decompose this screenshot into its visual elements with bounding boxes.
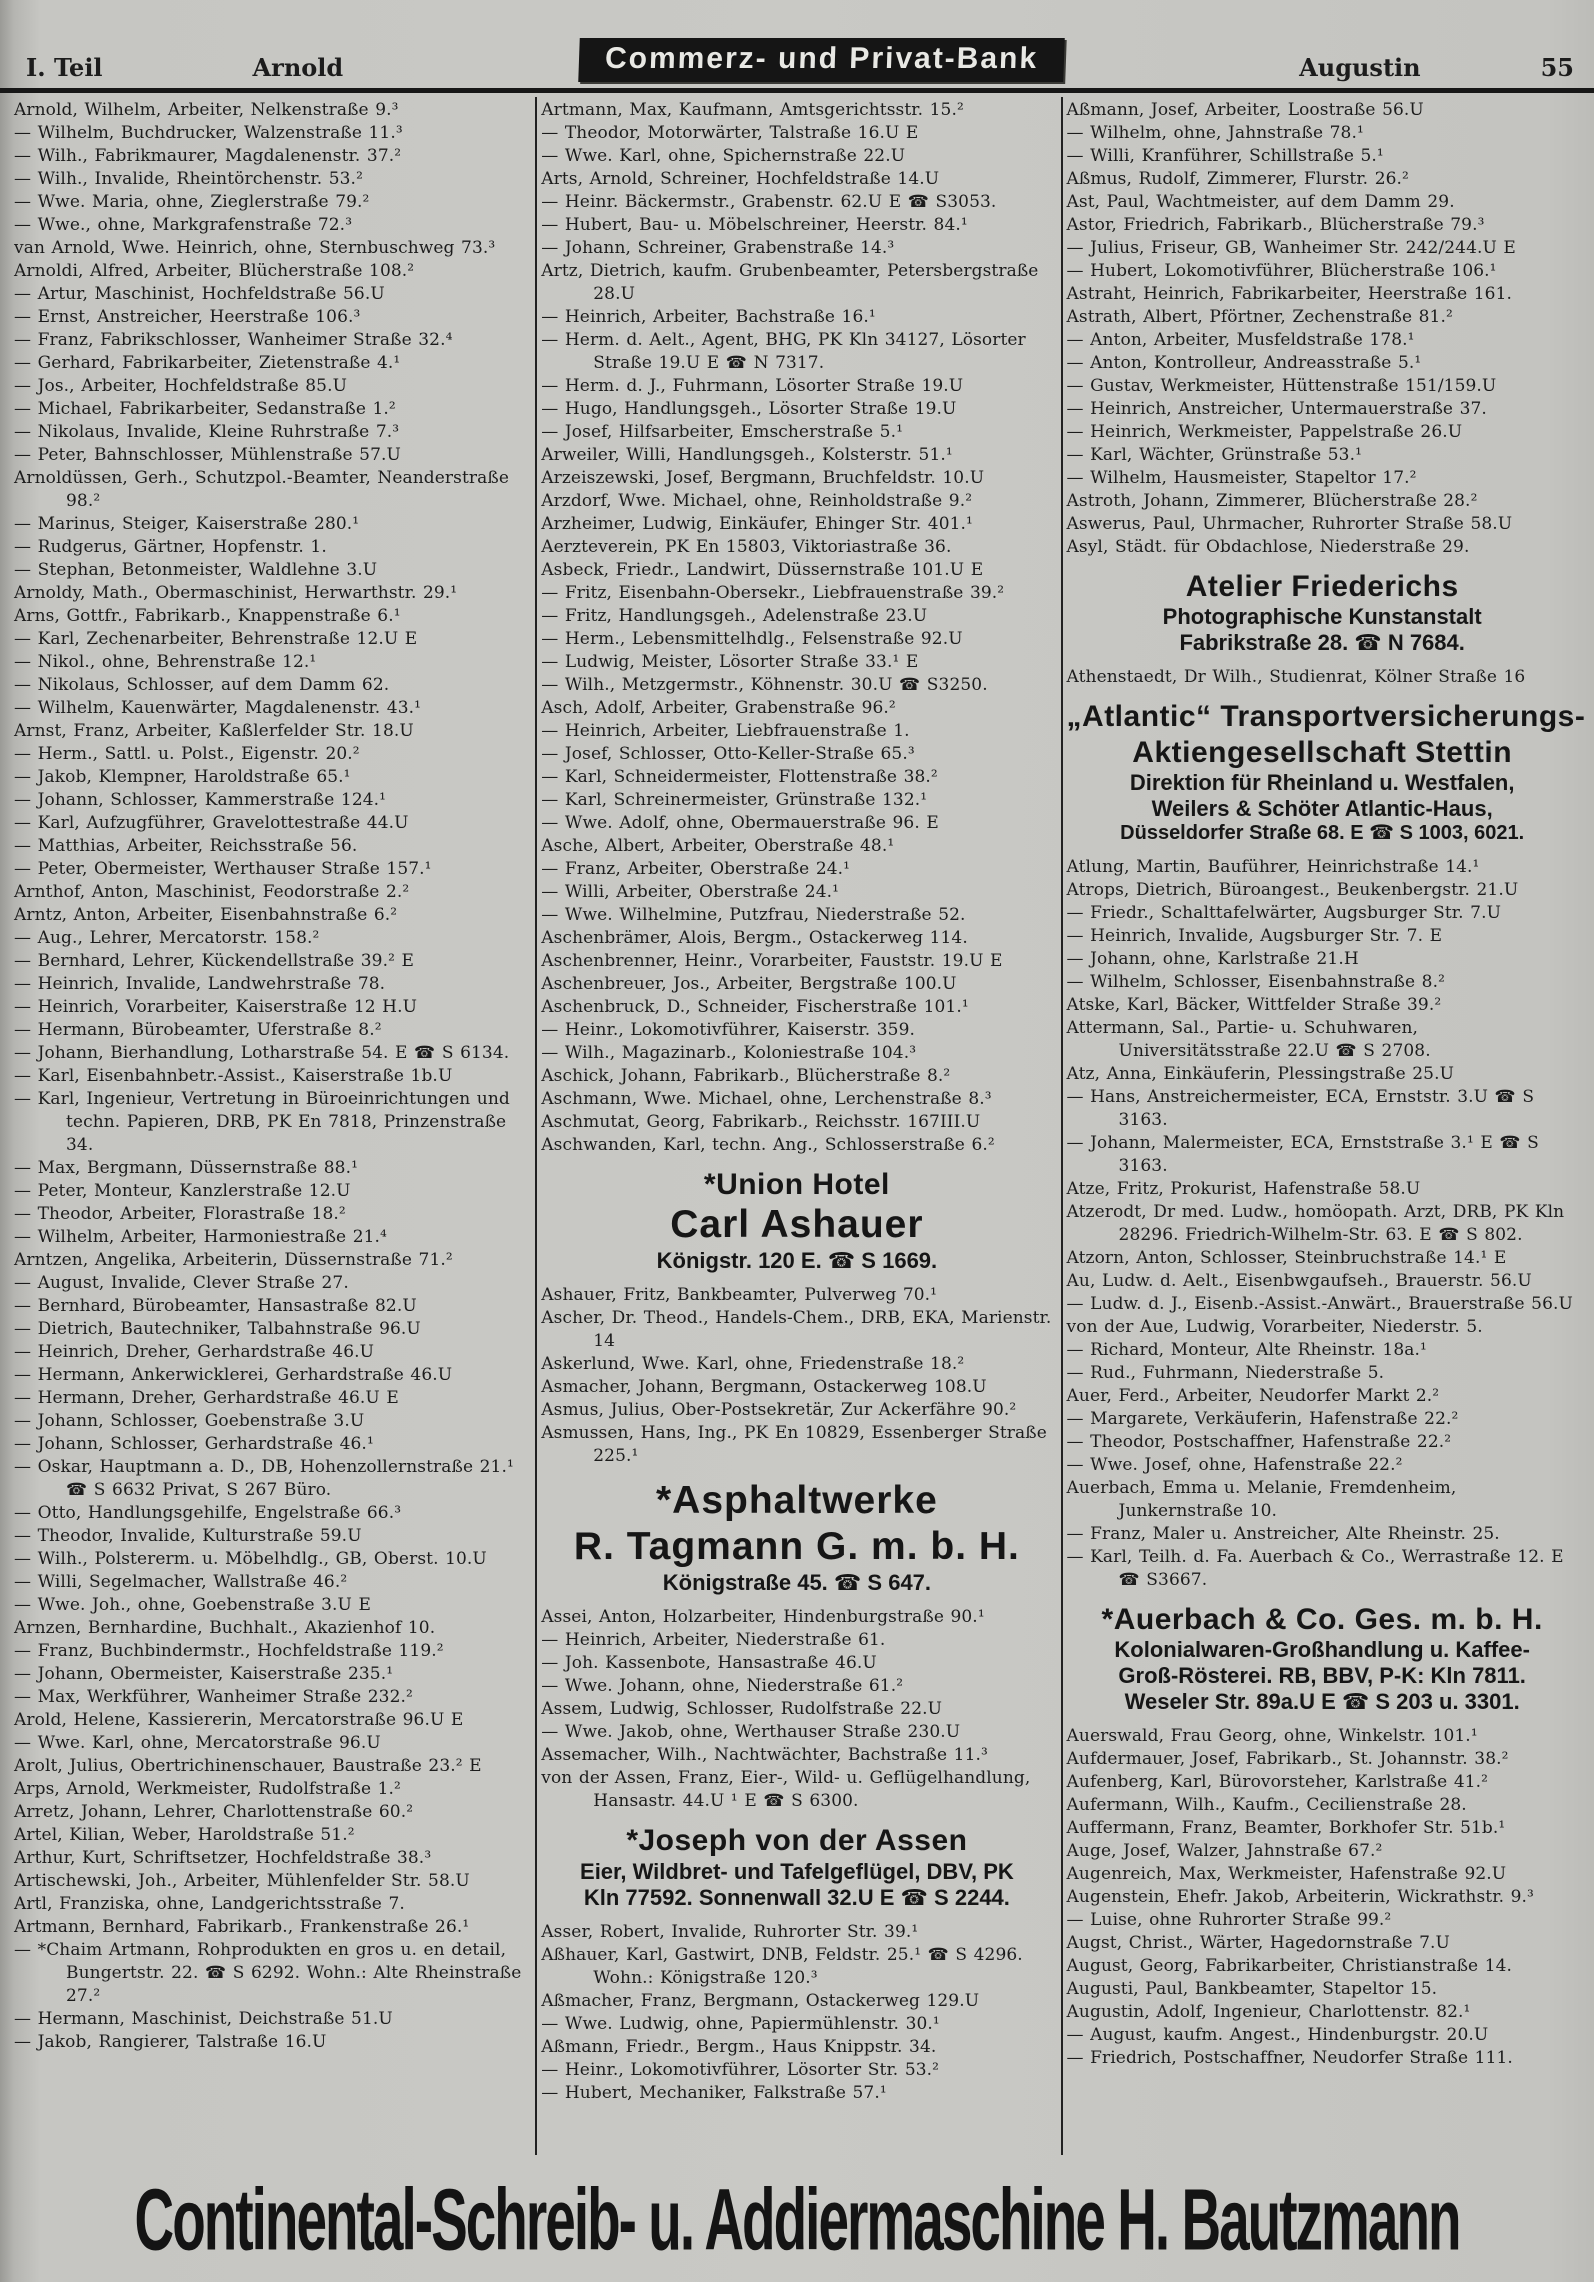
directory-entry: Atlung, Martin, Bauführer, Heinrichstraße 14.¹ [1066,856,1480,877]
directory-entry: Aschenbruck, D., Schneider, Fischerstraße 101.¹ [541,997,969,1017]
directory-entry: Attermann, Sal., Partie- u. Schuhwaren, Universitätsstraße 22.U ☎ S 2708. [1066,1017,1431,1061]
page-number: 55 [1540,53,1574,82]
ad-line: R. Tagmann G. m. b. H. [573,1525,1020,1569]
directory-columns [10,97,1586,2155]
directory-entry: Auffermann, Franz, Beamter, Borkhofer Str. 51b.¹ [1066,1817,1506,1838]
directory-entry: Auerswald, Frau Georg, ohne, Winkelstr. 101.¹ [1066,1725,1478,1746]
directory-entry: — Karl, Schreinermeister, Grünstraße 132.¹ [541,790,928,810]
column-2 [535,97,1060,2155]
directory-entry: — Bernhard, Lehrer, Kückendellstraße 39.² E [14,951,415,971]
directory-entry: — Karl, Aufzugführer, Gravelottestraße 44.U [14,813,409,833]
directory-entry: — Wwe. Johann, ohne, Niederstraße 61.² [541,1676,904,1697]
directory-entry: — Hermann, Dreher, Gerhardstraße 46.U E [14,1388,399,1408]
directory-entry: Arps, Arnold, Werkmeister, Rudolfstraße 1.² [14,1779,401,1799]
ad-line: Eier, Wildbret- und Tafelgeflügel, DBV, PK [580,1858,1014,1884]
directory-entry: — Franz, Arbeiter, Oberstraße 24.¹ [541,859,851,879]
directory-entry: — Gerhard, Fabrikarbeiter, Zietenstraße 4.¹ [14,353,401,373]
directory-entry: — Luise, ohne Ruhrorter Straße 99.² [1066,1909,1392,1930]
directory-entry: — Peter, Obermeister, Werthauser Straße 157.¹ [14,859,432,879]
directory-entry: — Wilhelm, Hausmeister, Stapeltor 17.² [1066,468,1417,488]
directory-entry: Artz, Dietrich, kaufm. Grubenbeamter, Petersbergstraße 28.U [541,261,1039,304]
directory-entry: Assei, Anton, Holzarbeiter, Hindenburgstraße 90.¹ [541,1607,985,1628]
directory-entry: Arthur, Kurt, Schriftsetzer, Hochfeldstraße 38.³ [14,1848,432,1868]
directory-entry: Arnold, Wilhelm, Arbeiter, Nelkenstraße 9.³ [14,100,399,120]
directory-entry: — Herm. d. J., Fuhrmann, Lösorter Straße 19.U [541,376,964,396]
directory-entry: — Wwe. Maria, ohne, Zieglerstraße 79.² [14,192,370,212]
directory-entry: — August, kaufm. Angest., Hindenburgstr. 20.U [1066,2024,1489,2045]
directory-entry: — Karl, Schneidermeister, Flottenstraße 38.² [541,767,938,787]
directory-entry: Arretz, Johann, Lehrer, Charlottenstraße 60.² [14,1802,414,1822]
directory-entry: van Arnold, Wwe. Heinrich, ohne, Sternbuschweg 73.³ [14,238,496,258]
directory-entry: Assem, Ludwig, Schlosser, Rudolfstraße 22.U [541,1699,943,1720]
directory-entry: Artmann, Bernhard, Fabrikarb., Frankenstraße 26.¹ [14,1917,470,1937]
directory-entry: Atrops, Dietrich, Büroangest., Beukenbergstr. 21.U [1066,879,1519,900]
directory-entry: Auerbach, Emma u. Melanie, Fremdenheim, Junkernstraße 10. [1066,1477,1457,1521]
directory-entry: — Johann, Schlosser, Gerhardstraße 46.¹ [14,1434,374,1454]
directory-entry: — Hermann, Maschinist, Deichstraße 51.U [14,2009,393,2029]
directory-entry: — Johann, Schreiner, Grabenstraße 14.³ [541,238,895,258]
directory-entry: von der Assen, Franz, Eier-, Wild- u. Geflügelhandlung, Hansastr. 44.U ¹ E ☎ S 6300. [541,1768,1031,1812]
directory-entry: Augenreich, Max, Werkmeister, Hafenstraße 92.U [1066,1863,1507,1884]
directory-entry: Augenstein, Ehefr. Jakob, Arbeiterin, Wickrathstr. 9.³ [1066,1886,1534,1907]
directory-entry: — Wwe. Josef, ohne, Hafenstraße 22.² [1066,1454,1403,1475]
directory-entry: — Heinr., Lokomotivführer, Kaiserstr. 359. [541,1020,915,1040]
directory-entry: — Stephan, Betonmeister, Waldlehne 3.U [14,560,378,580]
directory-entry: Aschenbrämer, Alois, Bergm., Ostackerweg 114. [541,928,968,948]
directory-entry: — Franz, Fabrikschlosser, Wanheimer Straße 32.⁴ [14,330,453,350]
directory-entry: — Hugo, Handlungsgeh., Lösorter Straße 19.U [541,399,957,419]
directory-entry: — Heinrich, Invalide, Augsburger Str. 7. E [1066,925,1443,946]
directory-entry: — Johann, ohne, Karlstraße 21.H [1066,948,1359,969]
directory-entry: Aßmus, Rudolf, Zimmerer, Flurstr. 26.² [1066,169,1409,189]
ad-line: Direktion für Rheinland u. Westfalen, [1129,770,1515,796]
ad-atelier-friederichs [1067,569,1578,656]
directory-entry: — Heinrich, Arbeiter, Bachstraße 16.¹ [541,307,876,327]
directory-entry: — Willi, Arbeiter, Oberstraße 24.¹ [541,882,840,902]
directory-entry: — Wilhelm, Kauenwärter, Magdalenenstr. 43.¹ [14,698,422,718]
directory-entry: Astor, Friedrich, Fabrikarb., Blücherstraße 79.³ [1066,215,1485,235]
directory-entry: Asmus, Julius, Ober-Postsekretär, Zur Ackerfähre 90.² [541,1400,1017,1421]
directory-entry: Arntz, Anton, Arbeiter, Eisenbahnstraße 6.² [14,905,398,925]
directory-entry: Arzeiszewski, Josef, Bergmann, Bruchfeldstr. 10.U [541,468,985,488]
directory-entry: — Peter, Bahnschlosser, Mühlenstraße 57.U [14,445,401,465]
directory-entry: — Heinrich, Arbeiter, Niederstraße 61. [541,1630,886,1651]
ad-line: *Joseph von der Assen [626,1824,968,1858]
directory-entry: Arntzen, Angelika, Arbeiterin, Düssernstraße 71.² [14,1250,453,1270]
directory-entry: Arnthof, Anton, Maschinist, Feodorstraße 2.² [14,882,410,902]
directory-entry: — Nikolaus, Invalide, Kleine Ruhrstraße 7.³ [14,422,400,442]
directory-entry: — Wwe. Jakob, ohne, Werthauser Straße 230.U [541,1722,961,1743]
directory-entry: Aßmann, Friedr., Bergm., Haus Knippstr. 34. [541,2036,937,2057]
directory-entry: — Hubert, Lokomotivführer, Blücherstraße 106.¹ [1066,261,1497,281]
directory-entry: — Hubert, Bau- u. Möbelschreiner, Heerstr. 84.¹ [541,215,968,235]
directory-entry: — Herm., Sattl. u. Polst., Eigenstr. 20.² [14,744,360,764]
directory-entry: Askerlund, Wwe. Karl, ohne, Friedenstraße 18.² [541,1354,965,1375]
column-3 [1061,97,1586,2155]
directory-entry: — Heinr. Bäckermstr., Grabenstr. 62.U E ☎ S3053. [541,192,997,212]
directory-entry: Artmann, Max, Kaufmann, Amtsgerichtsstr. 15.² [541,100,964,120]
directory-entry: — Theodor, Invalide, Kulturstraße 59.U [14,1526,362,1546]
directory-entry: — Franz, Maler u. Anstreicher, Alte Rheinstr. 25. [1066,1523,1500,1544]
directory-entry: — Wilhelm, ohne, Jahnstraße 78.¹ [1066,123,1364,143]
directory-entry: — Marinus, Steiger, Kaiserstraße 280.¹ [14,514,360,534]
directory-entry: Arzdorf, Wwe. Michael, ohne, Reinholdstraße 9.² [541,491,973,511]
directory-entry: Arold, Helene, Kassiererin, Mercatorstraße 96.U E [14,1710,464,1730]
directory-entry: — Jakob, Rangierer, Talstraße 16.U [14,2032,327,2052]
directory-entry: — Max, Bergmann, Düssernstraße 88.¹ [14,1158,359,1178]
directory-entry: — Oskar, Hauptmann a. D., DB, Hohenzollernstraße 21.¹ ☎ S 6632 Privat, S 267 Büro. [14,1457,514,1500]
directory-entry: — Wilhelm, Buchdrucker, Walzenstraße 11.³ [14,123,403,143]
directory-entry: — Karl, Eisenbahnbetr.-Assist., Kaiserstraße 1b.U [14,1066,453,1086]
ad-atlantic-versicherung [1066,699,1586,845]
directory-entry: Atze, Fritz, Prokurist, Hafenstraße 58.U [1066,1178,1421,1199]
footer-ad-banner [0,2157,1594,2282]
page-header [14,38,1580,82]
ad-line: Groß-Rösterei. RB, BBV, P-K: Kln 7811. [1118,1662,1526,1688]
directory-entry: — Theodor, Postschaffner, Hafenstraße 22.² [1066,1431,1452,1452]
ad-line: *Auerbach & Co. Ges. m. b. H. [1101,1602,1543,1636]
directory-entry: — Hans, Anstreichermeister, ECA, Ernststr. 3.U ☎ S 3163. [1066,1086,1535,1130]
directory-entry: Aßmann, Josef, Arbeiter, Loostraße 56.U [1066,100,1424,120]
ad-auerbach-co [1067,1602,1578,1715]
directory-entry: Asche, Albert, Arbeiter, Oberstraße 48.¹ [541,836,895,856]
directory-entry: Aswerus, Paul, Uhrmacher, Ruhrorter Straße 58.U [1066,514,1513,534]
directory-entry: Ashauer, Fritz, Bankbeamter, Pulverweg 70.¹ [541,1285,938,1306]
directory-entry: — Michael, Fabrikarbeiter, Sedanstraße 1.² [14,399,396,419]
ad-asphaltwerke-tagmann [541,1478,1052,1596]
directory-entry: — Anton, Arbeiter, Musfeldstraße 178.¹ [1066,330,1415,350]
directory-entry: Aßhauer, Karl, Gastwirt, DNB, Feldstr. 25.¹ ☎ S 4296. Wohn.: Königstraße 120.³ [541,1944,1023,1988]
directory-entry: Atz, Anna, Einkäuferin, Plessingstraße 25.U [1066,1063,1455,1084]
directory-entry: Assemacher, Wilh., Nachtwächter, Bachstraße 11.³ [541,1745,988,1766]
directory-entry: Aufermann, Wilh., Kaufm., Cecilienstraße 28. [1066,1794,1467,1815]
directory-entry: Au, Ludw. d. Aelt., Eisenbwgaufseh., Brauerstr. 56.U [1066,1270,1532,1291]
ad-line: Weseler Str. 89a.U E ☎ S 203 u. 3301. [1124,1688,1520,1714]
directory-entry: — Heinrich, Werkmeister, Pappelstraße 26.U [1066,422,1463,442]
directory-entry: Arzheimer, Ludwig, Einkäufer, Ehinger Str. 401.¹ [541,514,973,534]
directory-entry: — Wilh., Metzgermstr., Köhnenstr. 30.U ☎ S3250. [541,675,988,695]
ad-line: Weilers & Schöter Atlantic-Haus, [1151,796,1493,822]
directory-entry: August, Georg, Fabrikarbeiter, Christianstraße 14. [1066,1955,1513,1976]
directory-entry: — Wilh., Invalide, Rheintörchenstr. 53.² [14,169,363,189]
directory-entry: Aschenbrenner, Heinr., Vorarbeiter, Fauststr. 19.U E [541,951,1003,971]
ad-line: Kln 77592. Sonnenwall 32.U E ☎ S 2244. [583,1884,1010,1910]
directory-entry: — Theodor, Motorwärter, Talstraße 16.U E [541,123,919,143]
directory-entry: — Heinr., Lokomotivführer, Lösorter Str. 53.² [541,2059,940,2080]
directory-entry: Ascher, Dr. Theod., Handels-Chem., DRB, EKA, Marienstr. 14 [541,1308,1052,1352]
directory-entry: — Jakob, Klempner, Haroldstraße 65.¹ [14,767,351,787]
directory-entry: — Aug., Lehrer, Mercatorstr. 158.² [14,928,320,948]
directory-entry: — Ernst, Anstreicher, Heerstraße 106.³ [14,307,361,327]
directory-entry: Artl, Franziska, ohne, Landgerichtsstraße 7. [14,1894,405,1914]
directory-entry: — Johann, Obermeister, Kaiserstraße 235.¹ [14,1664,394,1684]
directory-entry: — Franz, Buchbindermstr., Hochfeldstraße 119.² [14,1641,444,1661]
directory-entry: — Wwe. Karl, ohne, Mercatorstraße 96.U [14,1733,381,1753]
directory-entry: Asmacher, Johann, Bergmann, Ostackerweg 108.U [541,1377,987,1398]
directory-entry: Astroth, Johann, Zimmerer, Blücherstraße 28.² [1066,491,1478,511]
directory-entry: Auer, Ferd., Arbeiter, Neudorfer Markt 2.² [1066,1385,1440,1406]
directory-entry: — *Chaim Artmann, Rohprodukten en gros u. en detail, Bungertstr. 22. ☎ S 6292. Wohn.: Alte Rheinstraße 27.² [14,1940,522,2006]
directory-entry: — Wwe. Joh., ohne, Goebenstraße 3.U E [14,1595,371,1615]
ad-line: Carl Ashauer [670,1203,924,1247]
directory-entry: — Ludwig, Meister, Lösorter Straße 33.¹ E [541,652,919,672]
directory-entry: — Wilh., Fabrikmaurer, Magdalenenstr. 37.² [14,146,402,166]
directory-entry: Arts, Arnold, Schreiner, Hochfeldstraße 14.U [541,169,940,189]
directory-entry: — Karl, Ingenieur, Vertretung in Büroeinrichtungen und techn. Papieren, DRB, PK En 7818, Prinzenstraße 34. [14,1089,510,1155]
directory-entry: Arweiler, Willi, Handlungsgeh., Kolsterstr. 51.¹ [541,445,953,465]
directory-entry: — Anton, Kontrolleur, Andreasstraße 5.¹ [1066,353,1422,373]
directory-entry: Asyl, Städt. für Obdachlose, Niederstraße 29. [1066,537,1470,557]
directory-entry: Arnoldüssen, Gerh., Schutzpol.-Beamter, Neanderstraße 98.² [14,468,509,511]
ad-line: Photographische Kunstanstalt [1162,604,1482,630]
directory-entry: — Wwe. Karl, ohne, Spichernstraße 22.U [541,146,906,166]
directory-entry: Asch, Adolf, Arbeiter, Grabenstraße 96.² [541,698,896,718]
ad-line: „Atlantic“ Transportversicherungs- [1066,700,1586,734]
directory-entry: — Heinrich, Vorarbeiter, Kaiserstraße 12 H.U [14,997,418,1017]
header-ad-banner: Commerz- und Privat-Bank [578,38,1065,82]
directory-entry: Astrath, Albert, Pförtner, Zechenstraße 81.² [1066,307,1453,327]
directory-entry: — Hermann, Ankerwicklerei, Gerhardstraße 46.U [14,1365,453,1385]
header-rule [0,88,1594,93]
directory-entry: — Wwe. Wilhelmine, Putzfrau, Niederstraße 52. [541,905,966,925]
directory-entry: — Fritz, Handlungsgeh., Adelenstraße 23.U [541,606,928,626]
directory-entry: Arnzen, Bernhardine, Buchhalt., Akazienhof 10. [14,1618,436,1638]
directory-entry: — Hermann, Bürobeamter, Uferstraße 8.² [14,1020,382,1040]
guide-word-right: Augustin [1299,53,1421,82]
directory-entry: Aschenbreuer, Jos., Arbeiter, Bergstraße 100.U [541,974,957,994]
directory-entry: Ast, Paul, Wachtmeister, auf dem Damm 29. [1066,192,1455,212]
directory-entry: — Nikol., ohne, Behrenstraße 12.¹ [14,652,317,672]
directory-entry: Arns, Gottfr., Fabrikarb., Knappenstraße 6.¹ [14,606,401,626]
directory-entry: — Wilhelm, Schlosser, Eisenbahnstraße 8.² [1066,971,1445,992]
directory-entry: — Wilhelm, Arbeiter, Harmoniestraße 21.⁴ [14,1227,387,1247]
directory-entry: Aschmann, Wwe. Michael, ohne, Lerchenstraße 8.³ [541,1089,992,1109]
ad-line: Kolonialwaren-Großhandlung u. Kaffee- [1114,1636,1530,1662]
directory-entry: — Wwe. Adolf, ohne, Obermauerstraße 96. E [541,813,939,833]
ad-line: Fabrikstraße 28. ☎ N 7684. [1179,630,1465,656]
directory-entry: Auge, Josef, Walzer, Jahnstraße 67.² [1066,1840,1383,1861]
directory-entry: — Peter, Monteur, Kanzlerstraße 12.U [14,1181,351,1201]
directory-entry: Augst, Christ., Wärter, Hagedornstraße 7.U [1066,1932,1450,1953]
directory-entry: Atzorn, Anton, Schlosser, Steinbruchstraße 14.¹ E [1066,1247,1507,1268]
directory-entry: Aschmutat, Georg, Fabrikarb., Reichsstr. 167III.U [541,1112,981,1132]
directory-entry: — Wwe. Ludwig, ohne, Papiermühlenstr. 30.¹ [541,2013,940,2034]
ad-line: Aktiengesellschaft Stettin [1132,735,1513,769]
directory-entry: — Fritz, Eisenbahn-Obersekr., Liebfrauenstraße 39.² [541,583,1005,603]
ad-line: Königstr. 120 E. ☎ S 1669. [656,1248,938,1274]
directory-entry: — Johann, Bierhandlung, Lotharstraße 54. E ☎ S 6134. [14,1043,510,1063]
directory-entry: von der Aue, Ludwig, Vorarbeiter, Niederstr. 5. [1066,1316,1483,1337]
directory-entry: — Rud., Fuhrmann, Niederstraße 5. [1066,1362,1385,1383]
directory-entry: — Wilh., Polstererm. u. Möbelhdlg., GB, Oberst. 10.U [14,1549,487,1569]
directory-entry: — Friedr., Schalttafelwärter, Augsburger Str. 7.U [1066,902,1502,923]
directory-entry: — Artur, Maschinist, Hochfeldstraße 56.U [14,284,385,304]
ad-joseph-von-der-assen [541,1823,1052,1910]
directory-entry: Aschwanden, Karl, techn. Ang., Schlosserstraße 6.² [541,1135,995,1155]
directory-entry: — Karl, Teilh. d. Fa. Auerbach & Co., Werrastraße 12. E ☎ S3667. [1066,1546,1564,1590]
directory-entry: — Herm. d. Aelt., Agent, BHG, PK Kln 34127, Lösorter Straße 19.U E ☎ N 7317. [541,330,1026,373]
directory-entry: — Willi, Kranführer, Schillstraße 5.¹ [1066,146,1384,166]
directory-entry: — Josef, Hilfsarbeiter, Emscherstraße 5.¹ [541,422,903,442]
directory-entry: Augustin, Adolf, Ingenieur, Charlottenstr. 82.¹ [1066,2001,1471,2022]
directory-entry: — Otto, Handlungsgehilfe, Engelstraße 66.³ [14,1503,402,1523]
directory-entry: — Heinrich, Arbeiter, Liebfrauenstraße 1. [541,721,910,741]
directory-entry: Arolt, Julius, Obertrichinenschauer, Baustraße 23.² E [14,1756,482,1776]
directory-entry: — Richard, Monteur, Alte Rheinstr. 18a.¹ [1066,1339,1427,1360]
directory-entry: — Matthias, Arbeiter, Reichsstraße 56. [14,836,358,856]
directory-entry: Arnst, Franz, Arbeiter, Kaßlerfelder Str. 18.U [14,721,414,741]
directory-entry: Aßmacher, Franz, Bergmann, Ostackerweg 129.U [541,1990,980,2011]
directory-entry: — Hubert, Mechaniker, Falkstraße 57.¹ [541,2082,887,2103]
directory-entry: — Theodor, Arbeiter, Florastraße 18.² [14,1204,346,1224]
ad-line: *Union Hotel [703,1168,890,1201]
directory-entry: — Wilh., Magazinarb., Koloniestraße 104.³ [541,1043,917,1063]
directory-entry: — Rudgerus, Gärtner, Hopfenstr. 1. [14,537,327,557]
directory-entry: — Karl, Wächter, Grünstraße 53.¹ [1066,445,1362,465]
directory-entry: — Josef, Schlosser, Otto-Keller-Straße 65.³ [541,744,915,764]
directory-entry: — Max, Werkführer, Wanheimer Straße 232.² [14,1687,413,1707]
directory-entry: Artel, Kilian, Weber, Haroldstraße 51.² [14,1825,355,1845]
directory-entry: Athenstaedt, Dr Wilh., Studienrat, Kölner Straße 16 [1066,667,1526,688]
directory-entry: — Johann, Schlosser, Goebenstraße 3.U [14,1411,365,1431]
directory-entry: — Johann, Malermeister, ECA, Ernststraße 3.¹ E ☎ S 3163. [1066,1132,1539,1176]
directory-entry: Arnoldy, Math., Obermaschinist, Herwarthstr. 29.¹ [14,583,458,603]
section-label: I. Teil [26,53,103,82]
directory-entry: — Bernhard, Bürobeamter, Hansastraße 82.U [14,1296,417,1316]
directory-entry: — Heinrich, Anstreicher, Untermauerstraße 37. [1066,399,1487,419]
ad-line: Königstraße 45. ☎ S 647. [662,1570,932,1596]
directory-entry: — Julius, Friseur, GB, Wanheimer Str. 242/244.U E [1066,238,1516,258]
directory-entry: — Margarete, Verkäuferin, Hafenstraße 22.² [1066,1408,1459,1429]
directory-entry: Asser, Robert, Invalide, Ruhrorter Str. 39.¹ [541,1921,919,1942]
footer-ad-text: Continental-Schreib- u. Addiermaschine H. Bautzmann [134,2170,1460,2269]
directory-entry: Atzerodt, Dr med. Ludw., homöopath. Arzt, DRB, PK Kln 28296. Friedrich-Wilhelm-Str. 63. E ☎ S 802. [1066,1201,1565,1245]
directory-entry: — Jos., Arbeiter, Hochfeldstraße 85.U [14,376,348,396]
column-1 [10,97,535,2155]
directory-entry: Aufenberg, Karl, Bürovorsteher, Karlstraße 41.² [1066,1771,1489,1792]
directory-entry: — Karl, Zechenarbeiter, Behrenstraße 12.U E [14,629,418,649]
directory-entry: — Gustav, Werkmeister, Hüttenstraße 151/159.U [1066,376,1497,396]
guide-word-left: Arnold [252,53,344,82]
directory-entry: — Heinrich, Dreher, Gerhardstraße 46.U [14,1342,375,1362]
directory-entry: Aerzteverein, PK En 15803, Viktoriastraße 36. [541,537,952,557]
ad-union-hotel [541,1167,1052,1274]
directory-entry: Asbeck, Friedr., Landwirt, Düssernstraße 101.U E [541,560,984,580]
directory-entry: Aschick, Johann, Fabrikarb., Blücherstraße 8.² [541,1066,951,1086]
directory-entry: — Nikolaus, Schlosser, auf dem Damm 62. [14,675,390,695]
directory-entry: Augusti, Paul, Bankbeamter, Stapeltor 15. [1066,1978,1438,1999]
directory-entry: Artischewski, Joh., Arbeiter, Mühlenfelder Str. 58.U [14,1871,470,1891]
directory-entry: — Dietrich, Bautechniker, Talbahnstraße 96.U [14,1319,421,1339]
directory-entry: Aufdermauer, Josef, Fabrikarb., St. Johannstr. 38.² [1066,1748,1509,1769]
directory-entry: — Friedrich, Postschaffner, Neudorfer Straße 111. [1066,2047,1513,2068]
ad-line: *Asphaltwerke [656,1479,938,1523]
directory-entry: — Willi, Segelmacher, Wallstraße 46.² [14,1572,348,1592]
ad-line: Atelier Friederichs [1185,570,1459,603]
directory-entry: Astraht, Heinrich, Fabrikarbeiter, Heerstraße 161. [1066,284,1513,304]
directory-entry: — Heinrich, Invalide, Landwehrstraße 78. [14,974,386,994]
directory-entry: — Johann, Schlosser, Kammerstraße 124.¹ [14,790,387,810]
directory-entry: Arnoldi, Alfred, Arbeiter, Blücherstraße 108.² [14,261,415,281]
directory-entry: — Joh. Kassenbote, Hansastraße 46.U [541,1653,877,1674]
directory-entry: Atske, Karl, Bäcker, Wittfelder Straße 39.² [1066,994,1442,1015]
directory-entry: Asmussen, Hans, Ing., PK En 10829, Essenberger Straße 225.¹ [541,1423,1047,1467]
directory-entry: — Herm., Lebensmittelhdlg., Felsenstraße 92.U [541,629,963,649]
ad-line: Düsseldorfer Straße 68. E ☎ S 1003, 6021. [1120,821,1525,844]
directory-entry: — August, Invalide, Clever Straße 27. [14,1273,349,1293]
directory-entry: — Ludw. d. J., Eisenb.-Assist.-Anwärt., Brauerstraße 56.U [1066,1293,1573,1314]
directory-entry: — Wwe., ohne, Markgrafenstraße 72.³ [14,215,353,235]
